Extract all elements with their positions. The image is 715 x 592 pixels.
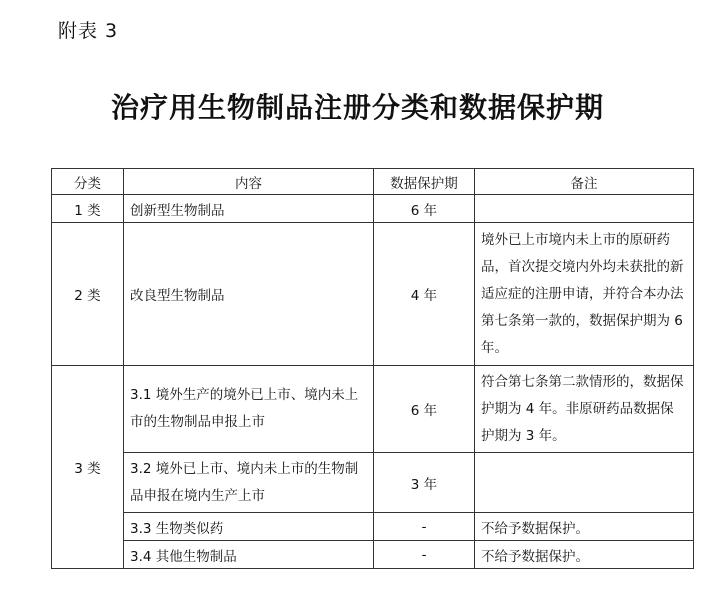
table-row xyxy=(52,513,694,541)
table-header-row xyxy=(52,169,694,195)
table-row xyxy=(52,541,694,569)
period-cell: 4 年 xyxy=(374,223,475,366)
category-cell: 1 类 xyxy=(52,195,124,223)
note-cell: 不给予数据保护。 xyxy=(475,541,694,569)
content-cell: 创新型生物制品 xyxy=(124,195,374,223)
period-cell: 6 年 xyxy=(374,366,475,453)
note-cell: 不给予数据保护。 xyxy=(475,513,694,541)
note-cell: 境外已上市境内未上市的原研药品，首次提交境内外均未获批的新适应症的注册申请，并符合本办法第七条第一款的，数据保护期为 6 年。 xyxy=(475,223,694,366)
period-cell: - xyxy=(374,513,475,541)
content-cell: 3.3 生物类似药 xyxy=(124,513,374,541)
data-protection-table xyxy=(51,168,694,569)
note-cell: 符合第七条第二款情形的，数据保护期为 4 年。非原研药品数据保护期为 3 年。 xyxy=(475,366,694,453)
header-note: 备注 xyxy=(475,169,694,195)
content-cell: 改良型生物制品 xyxy=(124,223,374,366)
table-row xyxy=(52,366,694,453)
header-category: 分类 xyxy=(52,169,124,195)
category-cell: 3 类 xyxy=(52,366,124,569)
category-cell: 2 类 xyxy=(52,223,124,366)
content-cell: 3.4 其他生物制品 xyxy=(124,541,374,569)
header-content: 内容 xyxy=(124,169,374,195)
table-row xyxy=(52,223,694,366)
header-period: 数据保护期 xyxy=(374,169,475,195)
table-row xyxy=(52,453,694,513)
page-title: 治疗用生物制品注册分类和数据保护期 xyxy=(110,91,604,124)
appendix-label: 附表 3 xyxy=(58,20,119,42)
note-cell xyxy=(475,453,694,513)
table-row xyxy=(52,195,694,223)
content-cell: 3.1 境外生产的境外已上市、境内未上市的生物制品申报上市 xyxy=(124,366,374,453)
period-cell: 6 年 xyxy=(374,195,475,223)
period-cell: 3 年 xyxy=(374,453,475,513)
period-cell: - xyxy=(374,541,475,569)
content-cell: 3.2 境外已上市、境内未上市的生物制品申报在境内生产上市 xyxy=(124,453,374,513)
note-cell xyxy=(475,195,694,223)
